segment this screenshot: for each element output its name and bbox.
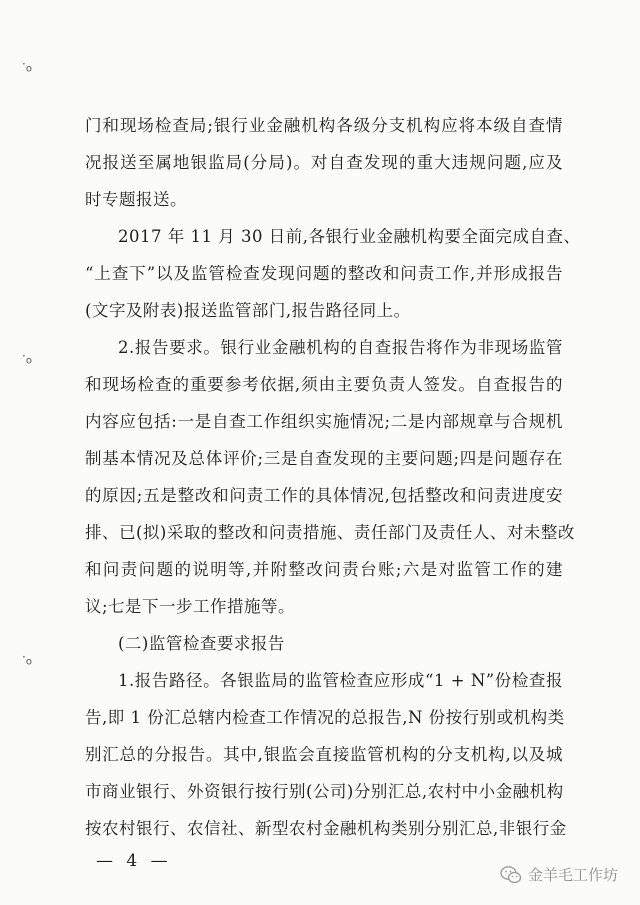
- text-line: 况报送至属地银监局(分局)。对自查发现的重大违规问题,应及: [85, 153, 563, 172]
- text-line: 2017 年 11 月 30 日前,各银行业金融机构要全面完成自查、: [118, 227, 581, 246]
- text-line: 议;七是下一步工作措施等。: [85, 597, 296, 616]
- text-line: 按农村银行、农信社、新型农村金融机构类别分别汇总,非银行金: [85, 819, 567, 838]
- text-line: “上查下”以及监管检查发现问题的整改和问责工作,并形成报告: [85, 264, 563, 283]
- text-line: 别汇总的分报告。其中,银监会直接监管机构的分支机构,以及城: [85, 745, 563, 764]
- watermark: [500, 864, 618, 885]
- scan-mark: $\cdot_o$: [22, 349, 32, 367]
- text-line: 排、已(拟)采取的整改和问责措施、责任部门及责任人、对未整改: [85, 523, 575, 542]
- text-line: 的原因;五是整改和问责工作的具体情况,包括整改和问责进度安: [85, 486, 563, 505]
- text-line: 和问责问题的说明等,并附整改问责台账;六是对监管工作的建: [85, 560, 563, 579]
- text-line: 制基本情况及总体评价;三是自查发现的主要问题;四是问题存在: [85, 449, 563, 468]
- wechat-icon: [500, 865, 522, 885]
- section-heading: (二)监管检查要求报告: [118, 634, 285, 653]
- text-line: 门和现场检查局;银行业金融机构各级分支机构应将本级自查情: [85, 116, 563, 135]
- text-line: 市商业银行、外资银行按行别(公司)分别汇总,农村中小金融机构: [85, 782, 564, 801]
- text-line: 和现场检查的重要参考依据,须由主要负责人签发。自查报告的: [85, 375, 563, 394]
- text-line: 1.报告路径。各银监局的监管检查应形成“1 + N”份检查报: [118, 671, 563, 690]
- text-line: 内容应包括:一是自查工作组织实施情况;二是内部规章与合规机: [85, 412, 563, 431]
- text-line: 告,即 1 份汇总辖内检查工作情况的总报告,N 份按行别或机构类: [85, 708, 565, 727]
- watermark-text: 金羊毛工作坊: [527, 866, 618, 884]
- scan-mark: $\cdot_o$: [22, 57, 32, 75]
- text-line: (文字及附表)报送监管部门,报告路径同上。: [85, 301, 411, 320]
- page-number: — 4 —: [96, 851, 172, 871]
- text-line: 2.报告要求。银行业金融机构的自查报告将作为非现场监管: [118, 338, 563, 357]
- scan-mark: $\cdot_o$: [22, 650, 32, 668]
- text-line: 时专题报送。: [85, 190, 187, 209]
